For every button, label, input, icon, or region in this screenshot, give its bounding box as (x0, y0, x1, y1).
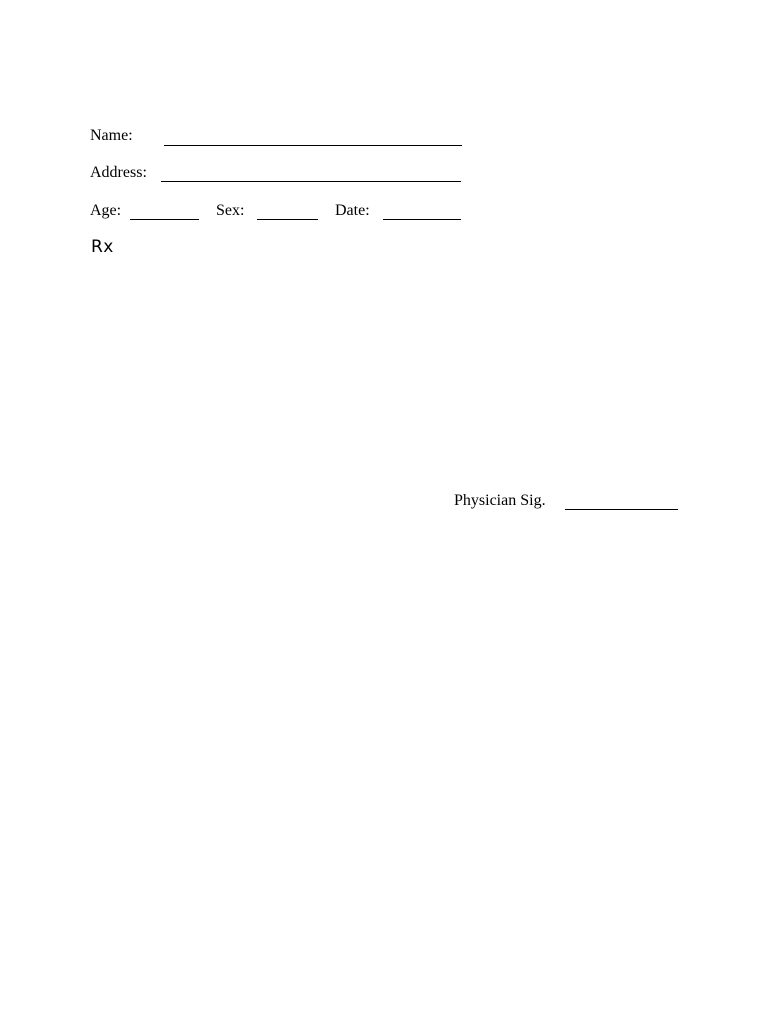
sex-field-line[interactable] (257, 219, 318, 220)
date-field-line[interactable] (383, 219, 461, 220)
physician-sig-field-line[interactable] (565, 509, 678, 510)
sex-label: Sex: (216, 202, 245, 219)
address-label: Address: (90, 164, 147, 181)
physician-sig-label: Physician Sig. (454, 492, 546, 509)
address-field-line[interactable] (161, 181, 461, 182)
rx-symbol: Rx (91, 237, 114, 257)
name-field-line[interactable] (164, 145, 462, 146)
date-label: Date: (335, 202, 370, 219)
age-label: Age: (90, 202, 122, 219)
name-label: Name: (90, 127, 133, 144)
age-field-line[interactable] (130, 219, 199, 220)
